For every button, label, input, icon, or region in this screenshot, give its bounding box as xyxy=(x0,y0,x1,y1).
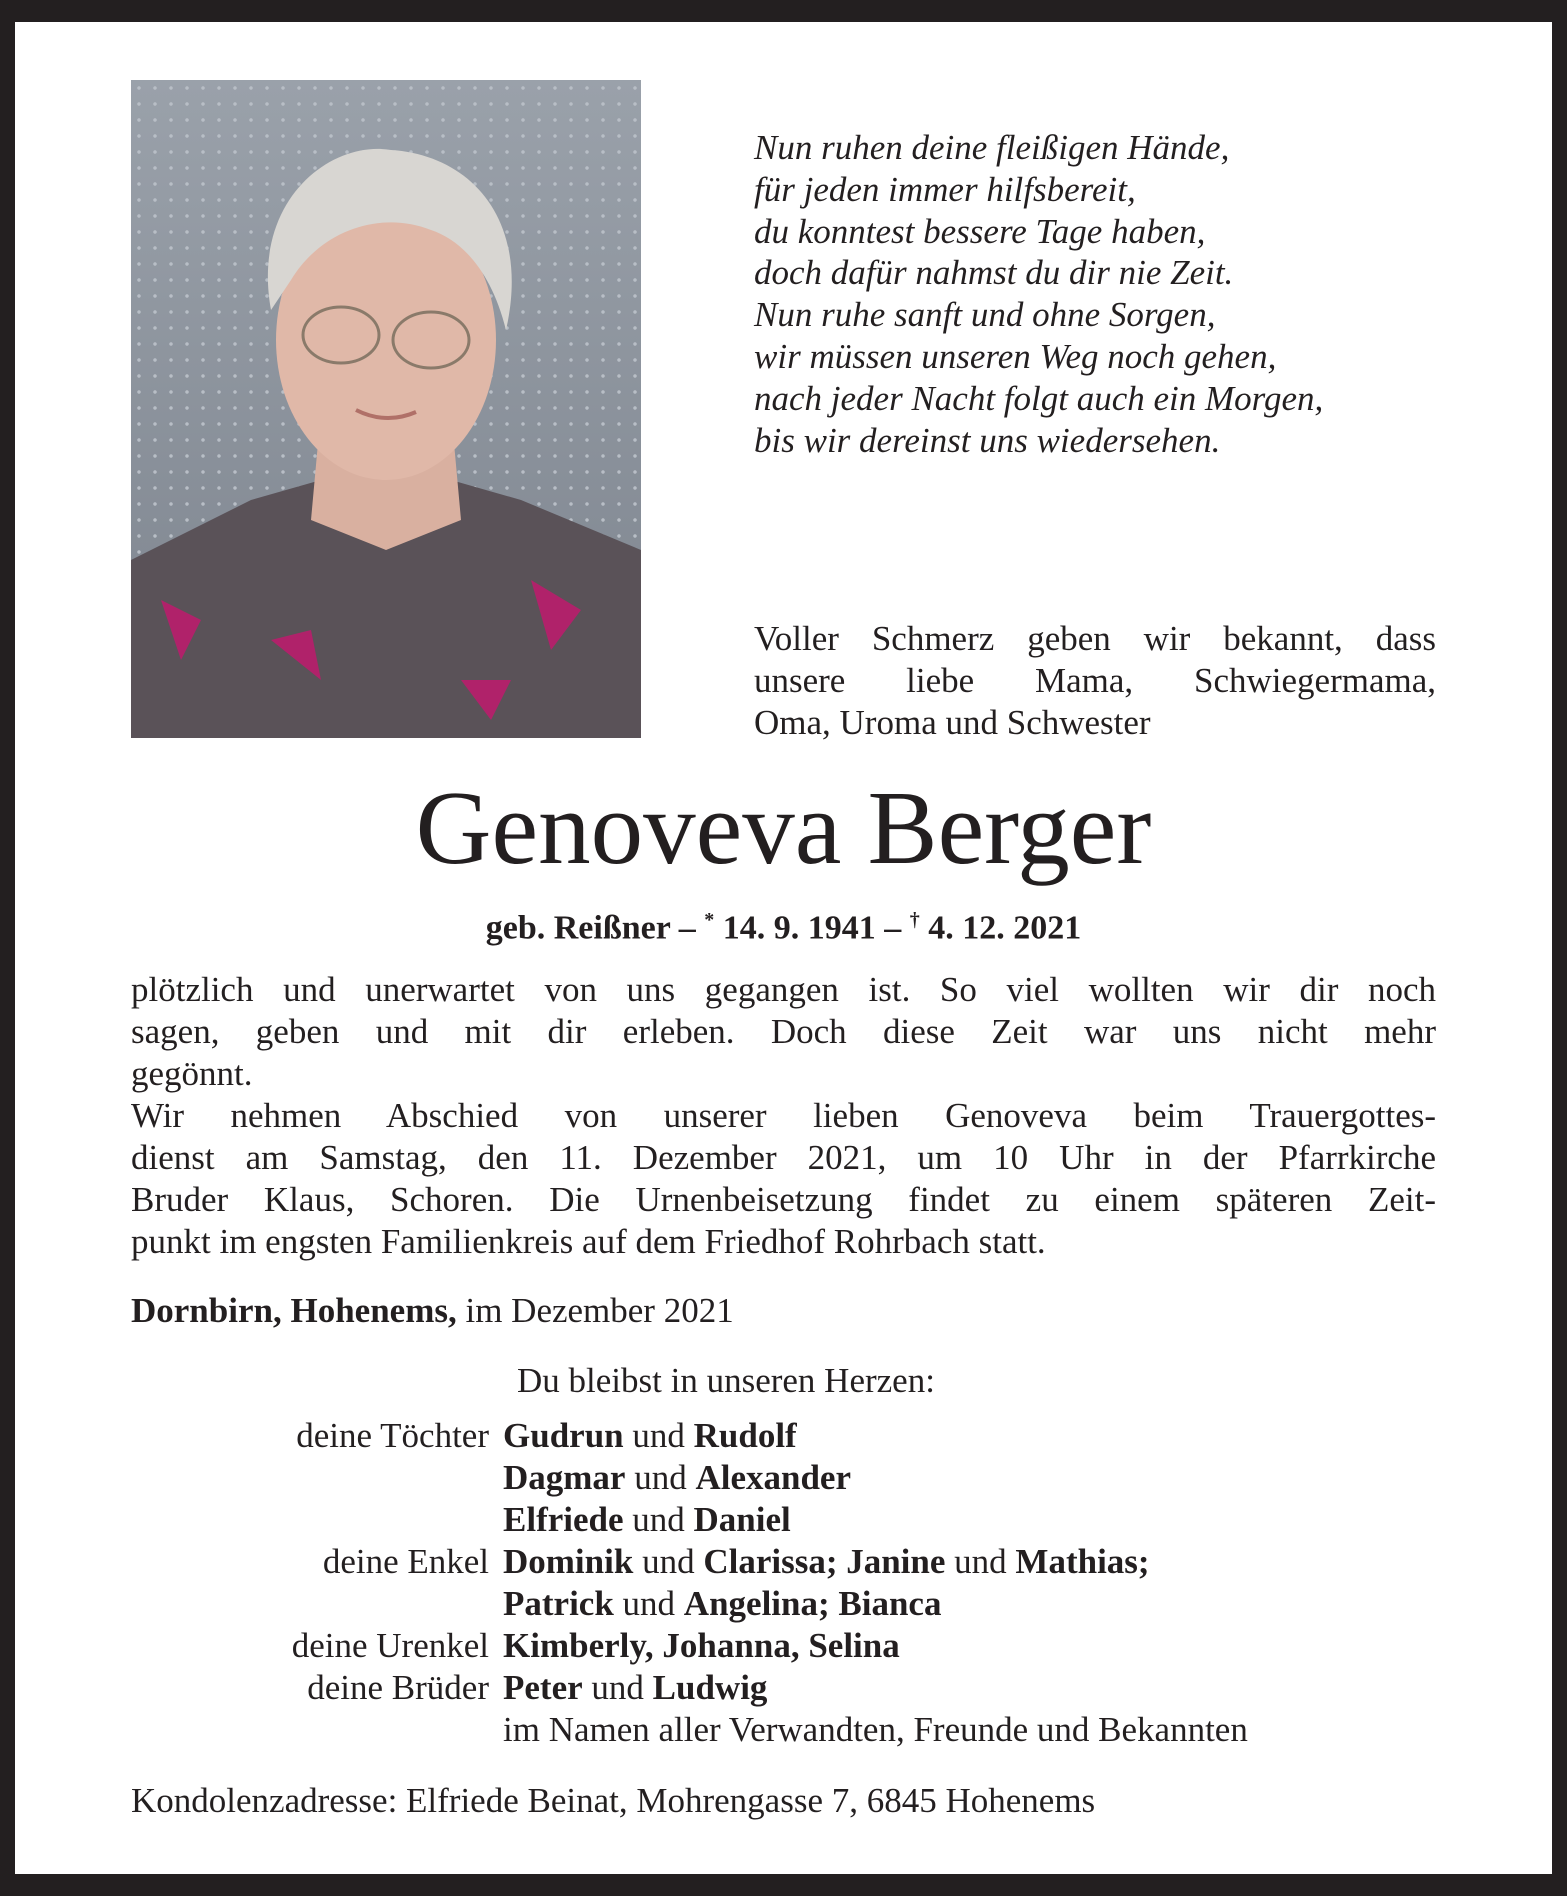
family-names xyxy=(503,1709,1248,1751)
body-line: dienst am Samstag, den 11. Dezember 2021, um 10 Uhr in der Pfarrkirche xyxy=(131,1138,1436,1177)
family-member-name: Peter xyxy=(503,1668,583,1707)
family-list xyxy=(131,1415,1248,1751)
date: im Dezember 2021 xyxy=(456,1291,734,1330)
family-member-name: Daniel xyxy=(693,1500,791,1539)
body-line: plötzlich und unerwartet von uns gegangen ist. So viel wollten wir dir noch xyxy=(131,970,1436,1009)
family-relation-label xyxy=(131,1583,503,1625)
family-row xyxy=(131,1583,1248,1625)
connector: und xyxy=(633,1542,704,1581)
family-names xyxy=(503,1667,767,1709)
poem-line: nach jeder Nacht folgt auch ein Morgen, xyxy=(754,378,1324,418)
poem-line: bis wir dereinst uns wiedersehen. xyxy=(754,420,1221,460)
announcement-intro xyxy=(754,618,1436,744)
poem-line: wir müssen unseren Weg noch gehen, xyxy=(754,336,1277,376)
life-dates xyxy=(0,900,1567,948)
family-relation-label xyxy=(131,1709,503,1751)
poem xyxy=(754,127,1323,461)
body-line: punkt im engsten Familienkreis auf dem Friedhof Rohrbach statt. xyxy=(131,1222,1046,1261)
family-member-name: Mathias; xyxy=(1015,1542,1150,1581)
maiden-name: geb. Reißner xyxy=(485,909,671,947)
portrait-photo xyxy=(131,80,641,738)
family-member-name: Rudolf xyxy=(693,1416,797,1455)
body-text xyxy=(131,969,1436,1263)
place-date xyxy=(131,1290,734,1332)
family-member-name: Clarissa; Janine xyxy=(703,1542,946,1581)
death-symbol: † xyxy=(909,909,920,931)
intro-line: unsere liebe Mama, Schwiegermama, xyxy=(754,661,1436,700)
connector: und xyxy=(613,1584,684,1623)
separator: – xyxy=(670,909,705,947)
family-relation-label xyxy=(131,1499,503,1541)
family-relation-label: deine Brüder xyxy=(307,1668,489,1707)
family-names xyxy=(503,1583,941,1625)
family-row xyxy=(131,1541,1248,1583)
family-member-name: Patrick xyxy=(503,1584,614,1623)
connector: im Namen aller Verwandten, Freunde und Bekannten xyxy=(503,1710,1248,1749)
family-member-name: Ludwig xyxy=(652,1668,768,1707)
family-relation-label: deine Töchter xyxy=(296,1416,489,1455)
connector: und xyxy=(625,1458,696,1497)
family-row xyxy=(131,1415,1248,1457)
family-relation-label xyxy=(131,1457,503,1499)
family-names xyxy=(503,1499,791,1541)
birth-symbol: * xyxy=(704,909,715,931)
deceased-name: Genoveva Berger xyxy=(415,769,1152,886)
family-member-name: Angelina; Bianca xyxy=(683,1584,942,1623)
intro-line: Oma, Uroma und Schwester xyxy=(754,703,1151,742)
condolence-address: Kondolenzadresse: Elfriede Beinat, Mohrengasse 7, 6845 Hohenems xyxy=(131,1781,1096,1820)
poem-line: du konntest bessere Tage haben, xyxy=(754,211,1206,251)
family-member-name: Kimberly, Johanna, Selina xyxy=(503,1626,900,1665)
body-line: gegönnt. xyxy=(131,1054,253,1093)
body-line: Wir nehmen Abschied von unserer lieben Genoveva beim Trauergottes- xyxy=(131,1096,1436,1135)
family-member-name: Dominik xyxy=(503,1542,634,1581)
family-names xyxy=(503,1415,797,1457)
body-line: Bruder Klaus, Schoren. Die Urnenbeisetzung findet zu einem späteren Zeit- xyxy=(131,1180,1436,1219)
family-row xyxy=(131,1499,1248,1541)
family-names xyxy=(503,1457,851,1499)
family-relation-label: deine Enkel xyxy=(322,1542,489,1581)
connector: und xyxy=(582,1668,653,1707)
family-names xyxy=(503,1541,1150,1583)
poem-line: Nun ruhe sanft und ohne Sorgen, xyxy=(754,295,1216,335)
family-member-name: Dagmar xyxy=(503,1458,626,1497)
connector: und xyxy=(623,1416,694,1455)
heart-line: Du bleibst in unseren Herzen: xyxy=(517,1361,935,1400)
family-member-name: Elfriede xyxy=(503,1500,624,1539)
family-row xyxy=(131,1709,1248,1751)
family-row xyxy=(131,1667,1248,1709)
places: Dornbirn, Hohenems, xyxy=(131,1291,457,1330)
poem-line: Nun ruhen deine fleißigen Hände, xyxy=(754,128,1230,167)
family-row xyxy=(131,1625,1248,1667)
birth-date: 14. 9. 1941 xyxy=(714,909,876,947)
family-relation-label: deine Urenkel xyxy=(291,1626,489,1665)
family-row xyxy=(131,1457,1248,1499)
family-names xyxy=(503,1625,900,1667)
death-date: 4. 12. 2021 xyxy=(919,909,1082,947)
poem-line: doch dafür nahmst du dir nie Zeit. xyxy=(754,253,1234,293)
body-line: sagen, geben und mit dir erleben. Doch diese Zeit war uns nicht mehr xyxy=(131,1012,1436,1051)
connector: und xyxy=(623,1500,694,1539)
intro-line: Voller Schmerz geben wir bekannt, dass xyxy=(754,619,1436,658)
poem-line: für jeden immer hilfsbereit, xyxy=(754,169,1136,209)
separator: – xyxy=(875,909,910,947)
family-member-name: Gudrun xyxy=(503,1416,624,1455)
connector: und xyxy=(945,1542,1016,1581)
family-member-name: Alexander xyxy=(695,1458,852,1497)
